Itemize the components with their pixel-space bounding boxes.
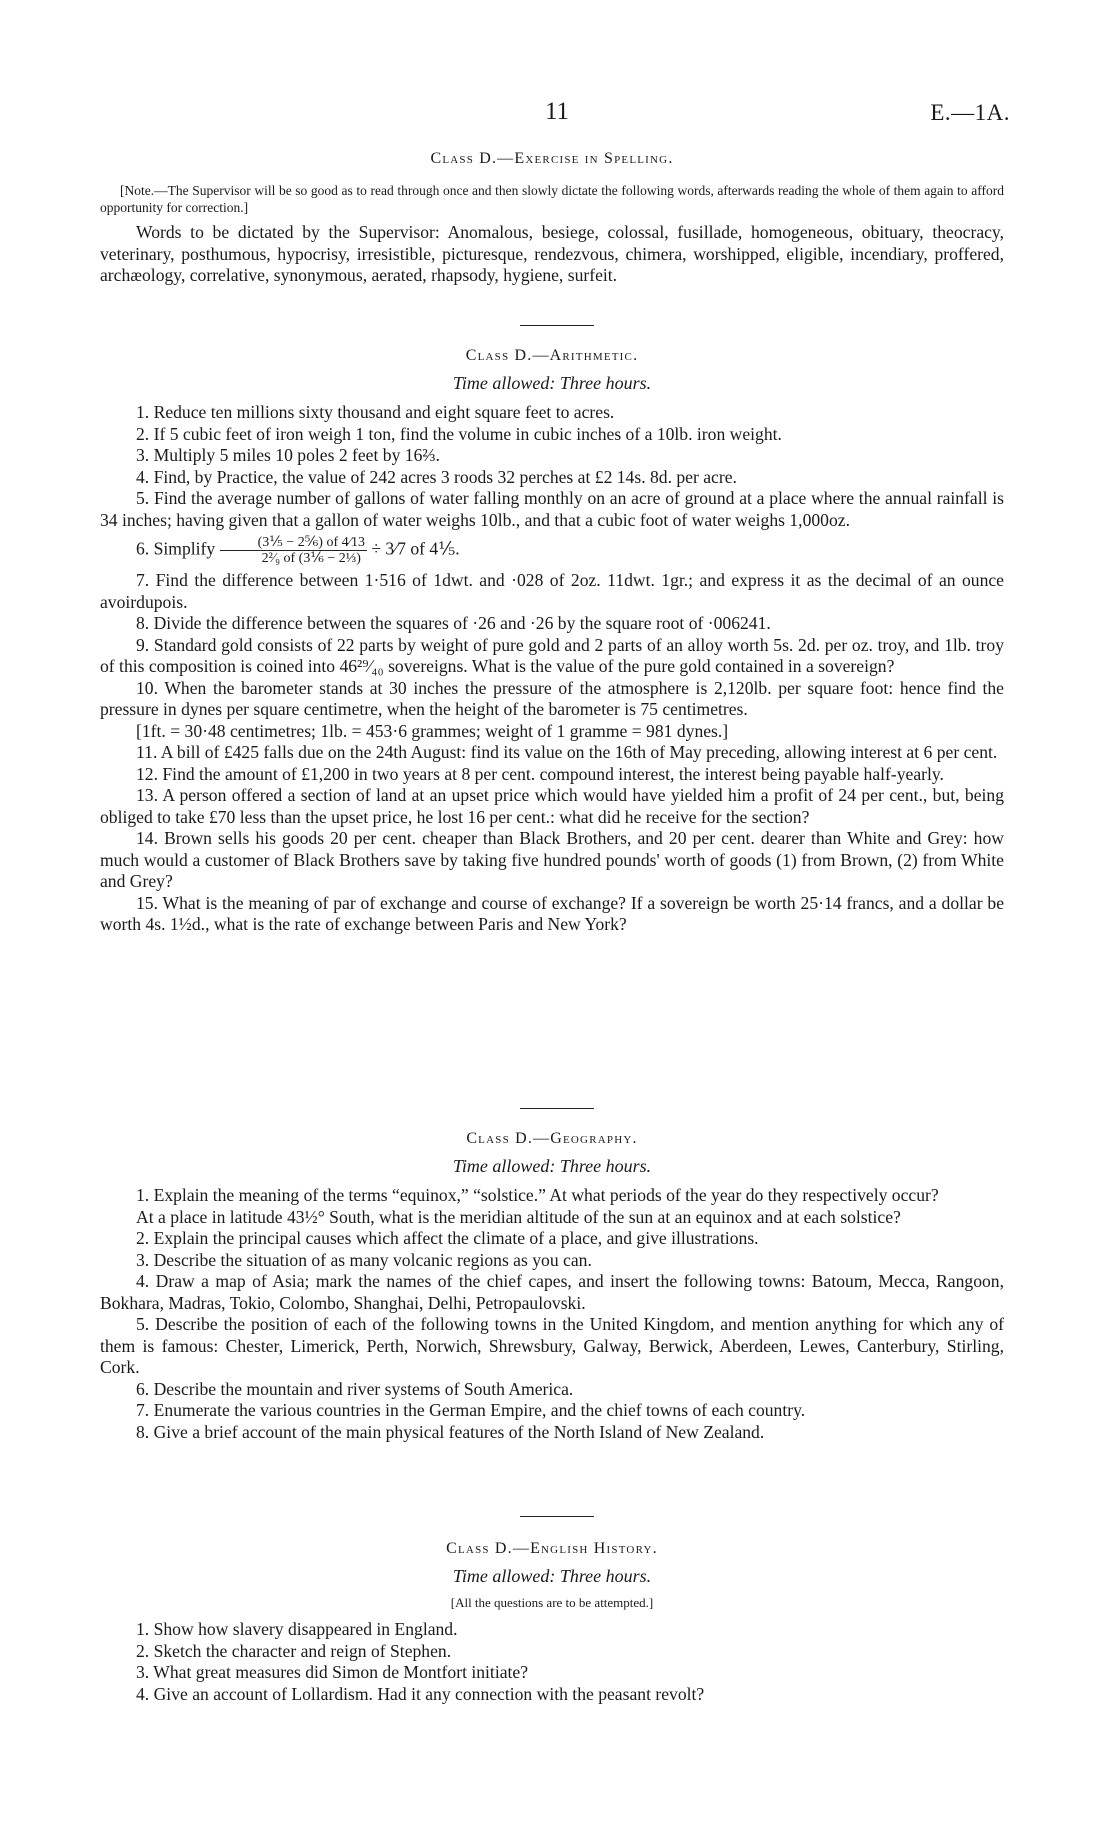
spelling-section <box>100 150 1004 287</box>
arithmetic-question-6 <box>100 535 1004 566</box>
geography-question-8: 8. Give a brief account of the main physical features of the North Island of New Zealand. <box>136 1421 765 1442</box>
history-title: Class D.—English History. <box>446 1540 658 1557</box>
geography-question-1: 1. Explain the meaning of the terms “equinox,” “solstice.” At what periods of the year do they respectively occur? <box>136 1185 939 1205</box>
history-time-allowed: Time allowed: Three hours. <box>452 1566 652 1586</box>
geography-question-7: 7. Enumerate the various countries in the German Empire, and the chief towns of each country. <box>136 1400 806 1420</box>
arithmetic-section <box>100 347 1004 936</box>
spelling-words: Words to be dictated by the Supervisor: Anomalous, besiege, colossal, fusillade, homogeneous, obituary, theocracy, veterinary, posthumous, hypocrisy, irresistible, picturesque, rendezvous, chimera, worshipped, eligible, incendiary, proffered, archæology, correlative, synonymous, aerated, rhapsody, hygiene, surfeit. <box>100 222 1004 285</box>
history-question-2: 2. Sketch the character and reign of Stephen. <box>136 1640 452 1661</box>
arithmetic-title: Class D.—Arithmetic. <box>465 347 639 364</box>
q6-suffix: ÷ 3⁄7 of 4⅕. <box>371 538 460 559</box>
spelling-title: Class D.—Exercise in Spelling. <box>430 150 674 167</box>
arithmetic-question-9: 9. Standard gold consists of 22 parts by weight of pure gold and 2 parts of an alloy worth 5s. 2d. per oz. troy, and 1lb. troy of this composition is coined into 46²⁹⁄₄₀ sovereigns. What is the value of the pure gold contained in a sovereign? <box>100 634 1004 676</box>
page-number: 11 <box>544 98 570 125</box>
section-divider <box>520 1516 594 1517</box>
history-section <box>100 1540 1004 1705</box>
q6-denominator: 2²⁄₉ of (3⅙ − 2⅓) <box>261 551 361 566</box>
arithmetic-question-8: 8. Divide the difference between the squares of ·26 and ·26 by the square root of ·006241. <box>136 613 771 633</box>
document-reference: E.—1A. <box>930 100 1010 125</box>
history-note: [All the questions are to be attempted.] <box>450 1595 654 1610</box>
geography-question-2: 2. Explain the principal causes which affect the climate of a place, and give illustrations. <box>136 1228 759 1248</box>
arithmetic-question-7: 7. Find the difference between 1·516 of 1dwt. and ·028 of 2oz. 11dwt. 1gr.; and express it as the decimal of an ounce avoirdupois. <box>100 570 1004 612</box>
q6-numerator: (3⅕ − 2⅚) of 4⁄13 <box>220 535 367 551</box>
history-question-4: 4. Give an account of Lollardism. Had it any connection with the peasant revolt? <box>136 1683 705 1704</box>
geography-question-6: 6. Describe the mountain and river systems of South America. <box>136 1378 574 1399</box>
geography-question-3: 3. Describe the situation of as many volcanic regions as you can. <box>136 1249 592 1270</box>
geography-question-5: 5. Describe the position of each of the following towns in the United Kingdom, and mention anything for which any of them is famous: Chester, Limerick, Perth, Norwich, Shrewsbury, Galway, Berwick, Aberdeen, Lewes, Canterbury, Stirling, Cork. <box>100 1314 1004 1377</box>
spelling-note: [Note.—The Supervisor will be so good as to read through once and then slowly dictate the following words, afterwards reading the whole of them again to afford opportunity for correction.] <box>100 183 1004 215</box>
arithmetic-question-5: 5. Find the average number of gallons of water falling monthly on an acre of ground at a place where the annual rainfall is 34 inches; having given that a gallon of water weighs 10lb., and that a cubic foot of water weighs 1,000oz. <box>100 488 1004 530</box>
arithmetic-question-10-note: [1ft. = 30·48 centimetres; 1lb. = 453·6 grammes; weight of 1 gramme = 981 dynes.] <box>136 720 729 741</box>
arithmetic-question-4: 4. Find, by Practice, the value of 242 acres 3 roods 32 perches at £2 14s. 8d. per acre. <box>136 466 737 487</box>
arithmetic-question-14: 14. Brown sells his goods 20 per cent. cheaper than Black Brothers, and 20 per cent. dearer than White and Grey: how much would a customer of Black Brothers save by taking five hundred pounds' worth of goods (1) from Brown, (2) from White and Grey? <box>100 828 1004 891</box>
section-divider <box>520 325 594 326</box>
arithmetic-question-10: 10. When the barometer stands at 30 inches the pressure of the atmosphere is 2,120lb. per square foot: hence find the pressure in dynes per square centimetre, when the height of the barometer is 75 centimetres. <box>100 677 1004 719</box>
geography-question-1b: At a place in latitude 43½° South, what is the meridian altitude of the sun at an equinox and at each solstice? <box>136 1206 901 1227</box>
arithmetic-question-12: 12. Find the amount of £1,200 in two years at 8 per cent. compound interest, the interest being payable half-yearly. <box>136 763 944 784</box>
arithmetic-question-2: 2. If 5 cubic feet of iron weigh 1 ton, find the volume in cubic inches of a 10lb. iron weight. <box>136 423 782 444</box>
arithmetic-question-1: 1. Reduce ten millions sixty thousand and eight square feet to acres. <box>136 402 615 422</box>
section-divider <box>520 1108 594 1109</box>
arithmetic-question-11: 11. A bill of £425 falls due on the 24th August: find its value on the 16th of May preceding, allowing interest at 6 per cent. <box>136 742 998 762</box>
q6-fraction <box>220 535 367 566</box>
arithmetic-question-3: 3. Multiply 5 miles 10 poles 2 feet by 16⅔. <box>136 445 440 465</box>
geography-time-allowed: Time allowed: Three hours. <box>452 1156 652 1176</box>
history-question-3: 3. What great measures did Simon de Montfort initiate? <box>136 1662 529 1682</box>
history-question-1: 1. Show how slavery disappeared in England. <box>136 1619 458 1639</box>
geography-section <box>100 1130 1004 1443</box>
geography-question-4: 4. Draw a map of Asia; mark the names of the chief capes, and insert the following towns: Batoum, Mecca, Rangoon, Bokhara, Madras, Tokio, Colombo, Shanghai, Delhi, Petropaulovski. <box>100 1271 1004 1313</box>
arithmetic-time-allowed: Time allowed: Three hours. <box>452 373 652 393</box>
arithmetic-question-15: 15. What is the meaning of par of exchange and course of exchange? If a sovereign be worth 25·14 francs, and a dollar be worth 4s. 1½d., what is the rate of exchange between Paris and New York? <box>100 892 1004 934</box>
geography-title: Class D.—Geography. <box>466 1130 638 1147</box>
arithmetic-question-13: 13. A person offered a section of land at an upset price which would have yielded him a profit of 24 per cent., but, being obliged to take £70 less than the upset price, he lost 16 per cent.: what did he receive for the section? <box>100 785 1004 827</box>
q6-prefix: 6. Simplify <box>136 538 216 559</box>
